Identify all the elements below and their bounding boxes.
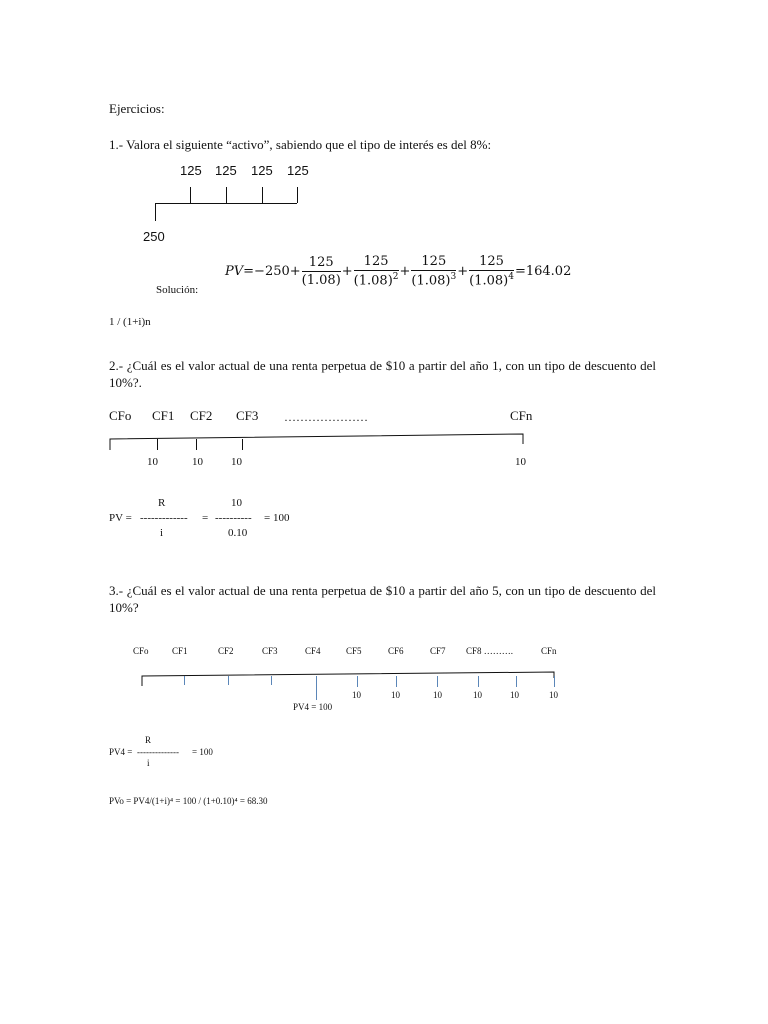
term-1-num: 125 — [302, 255, 341, 272]
formula-plus-4: + — [457, 263, 469, 279]
ex1-timeline — [155, 187, 298, 221]
ex3-pv4-label: PV4 = — [109, 747, 133, 757]
ex3-value-5: 10 — [352, 690, 361, 700]
ex1-question: 1.- Valora el siguiente “activo”, sabiendo que el tipo de interés es del 8%: — [109, 137, 492, 152]
term-2-exp: 2 — [392, 272, 399, 282]
ex1-solution-label: Solución: — [156, 284, 199, 296]
ex1-flow-1: 125 — [180, 163, 202, 178]
ex2-dash-1: ------------- — [140, 512, 188, 524]
term-4-num: 125 — [469, 254, 514, 271]
ex2-pv-label: PV = — [109, 512, 132, 524]
term-1-den: (1.08) — [301, 272, 341, 288]
ex3-label-cf6: CF6 — [388, 646, 404, 656]
ex2-i: i — [160, 527, 164, 539]
formula-term-2 — [354, 254, 399, 288]
ex3-i: i — [147, 758, 150, 768]
ex2-r: R — [158, 497, 166, 509]
ex3-r: R — [145, 735, 152, 745]
ex3-label-cf5: CF5 — [346, 646, 362, 656]
formula-result: =164.02 — [514, 263, 572, 279]
ex2-label-cf2: CF2 — [190, 408, 213, 423]
ex2-label-cf3: CF3 — [236, 408, 259, 423]
formula-lhs: PV — [225, 263, 244, 279]
ex1-note: 1 / (1+i)n — [109, 316, 151, 328]
ex3-dash: -------------- — [137, 747, 179, 757]
ex2-eq: = — [202, 512, 209, 524]
ex3-label-cf7: CF7 — [430, 646, 446, 656]
ex3-value-7: 10 — [433, 690, 442, 700]
ex2-rate: 0.10 — [228, 527, 248, 539]
ex3-result: = 100 — [192, 747, 213, 757]
ex3-question: 3.- ¿Cuál es el valor actual de una renta perpetua de $10 a partir del año 5, con un tipo de descuento del 10%? — [109, 583, 656, 615]
ex1-initial: 250 — [143, 229, 165, 244]
formula-plus-2: + — [341, 263, 353, 279]
term-4-exp: 4 — [508, 272, 514, 282]
ex3-label-cf4: CF4 — [305, 646, 321, 656]
term-3-den: (1.08) — [411, 273, 451, 289]
ex2-value-n: 10 — [515, 456, 526, 468]
ex3-pv4-marker: PV4 = 100 — [293, 702, 333, 712]
term-4-den: (1.08) — [469, 273, 509, 289]
formula-term-3 — [411, 254, 456, 288]
ex1-flow-2: 125 — [215, 163, 237, 178]
formula-term-1 — [302, 255, 341, 288]
formula-eq: = — [243, 263, 255, 279]
ex2-ten: 10 — [231, 497, 242, 509]
ex3-value-6: 10 — [391, 690, 400, 700]
ex1-flow-3: 125 — [251, 163, 273, 178]
ex3-value-n: 10 — [549, 690, 558, 700]
formula-plus-3: + — [399, 263, 411, 279]
ex2-timeline — [110, 434, 523, 450]
ex2-value-3: 10 — [231, 456, 242, 468]
ex3-label-cf0: CFo — [133, 646, 149, 656]
term-3-exp: 3 — [450, 272, 457, 282]
ex1-flow-4: 125 — [287, 163, 309, 178]
formula-term-4 — [469, 254, 514, 288]
ex1-formula — [225, 254, 571, 288]
ex2-value-1: 10 — [147, 456, 158, 468]
ex3-label-cf1: CF1 — [172, 646, 188, 656]
ex2-dash-2: ---------- — [215, 512, 252, 524]
ex2-dots: ………………… — [284, 410, 368, 424]
formula-first: −250 — [254, 263, 290, 279]
ex2-question: 2.- ¿Cuál es el valor actual de una renta perpetua de $10 a partir del año 1, con un tipo de descuento del 10%?. — [109, 358, 656, 390]
ex3-value-8: 10 — [473, 690, 482, 700]
ex3-label-cfn: CFn — [541, 646, 557, 656]
ex2-value-2: 10 — [192, 456, 203, 468]
ex2-label-cf1: CF1 — [152, 408, 175, 423]
ex3-timeline — [142, 672, 555, 700]
ex2-label-cf0: CFo — [109, 408, 132, 423]
ex3-value-9: 10 — [510, 690, 519, 700]
formula-plus-1: + — [289, 263, 301, 279]
term-2-den: (1.08) — [353, 273, 393, 289]
heading: Ejercicios: — [109, 101, 165, 116]
ex3-label-cf3: CF3 — [262, 646, 278, 656]
ex3-label-cf2: CF2 — [218, 646, 234, 656]
ex2-label-cfn: CFn — [510, 408, 533, 423]
term-3-num: 125 — [411, 254, 456, 271]
ex2-result: = 100 — [264, 512, 290, 524]
ex3-label-cf8: CF8 ………. — [466, 646, 514, 656]
term-2-num: 125 — [354, 254, 399, 271]
ex3-final: PVo = PV4/(1+i)⁴ = 100 / (1+0.10)⁴ = 68.30 — [109, 796, 268, 806]
